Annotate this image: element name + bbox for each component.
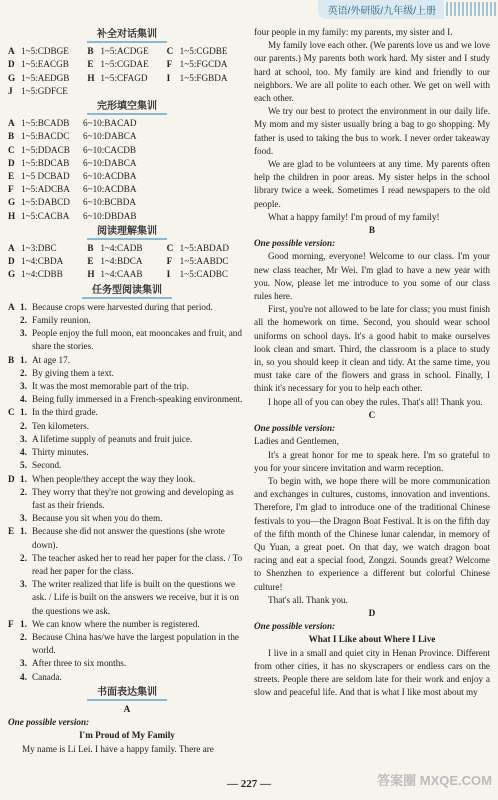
task-answer-number: 2.: [20, 420, 27, 431]
task-answer-key: [8, 631, 20, 657]
answer-row: [8, 268, 246, 281]
task-answer-text: In the third grade.: [32, 407, 98, 418]
task-answer-text: By giving them a text.: [32, 367, 114, 378]
writing-b-version: One possible version:: [254, 238, 336, 249]
answer-value: 6~10:DABCA: [83, 157, 137, 168]
dialogue-answers: [8, 45, 246, 98]
writing-d-version: One possible version:: [254, 621, 336, 632]
task-answer-key: [8, 459, 20, 472]
task-answer-item: [8, 433, 246, 446]
task-answer-key: [8, 578, 20, 618]
answer-key: B: [8, 131, 15, 142]
answer-row: [8, 117, 246, 130]
task-answer-text: They worry that they're not growing and developing as fast as their friends.: [32, 486, 234, 510]
answer-value: 1~5:CDBGE: [21, 46, 69, 57]
answer-key: F: [166, 256, 173, 267]
task-answer-item: [8, 486, 246, 512]
answer-cell: [8, 268, 87, 281]
answer-value: 1~5:ABDAD: [179, 243, 230, 254]
writing-c-label: C: [368, 409, 376, 420]
answer-row: [8, 183, 246, 196]
task-answer-item: [8, 525, 246, 551]
task-answer-text: Canada.: [32, 671, 62, 682]
writing-c-para-1: It's a great honor for me to speak here. I'm so grateful to you for your sincere invitation and warm reception.: [254, 449, 490, 473]
answer-value: 6~10:DABCA: [83, 131, 137, 142]
answer-value: 1~5:EACGB: [21, 59, 69, 70]
task-answer-key: B: [8, 354, 15, 365]
task-answer-item: [8, 671, 246, 684]
task-answer-number: 1.: [20, 354, 27, 365]
task-answer-number: 3.: [20, 328, 27, 339]
answer-key: I: [166, 72, 171, 83]
task-answer-item: [8, 327, 246, 353]
answer-value: 1~4:CBDA: [21, 256, 64, 267]
answer-value: 1~5:ACDGE: [100, 46, 149, 57]
task-answer-key: A: [8, 301, 15, 312]
task-answer-key: [8, 433, 20, 446]
answer-cell: [87, 242, 166, 255]
answer-value: 6~10:DBDAB: [83, 210, 137, 221]
task-answer-key: [8, 367, 20, 380]
answer-row: [8, 72, 246, 85]
answer-row: [8, 85, 246, 98]
answer-value: 6~10:ACDBA: [83, 184, 137, 195]
task-answer-key: [8, 446, 20, 459]
answer-value: 1~5:FGBDA: [179, 72, 228, 83]
task-answer-key: F: [8, 618, 14, 629]
answer-key: C: [8, 144, 15, 155]
writing-a-continued: four people in my family: my parents, my sister and I.: [254, 27, 453, 37]
answer-cell: [87, 45, 166, 58]
writing-a-para-4: What a happy family! I'm proud of my family!: [268, 211, 440, 222]
task-answer-number: 2.: [20, 367, 27, 378]
answer-value: 1~5:DDACB: [21, 144, 70, 155]
answer-value: 1~5:BDCAB: [21, 157, 70, 168]
task-answer-key: [8, 314, 20, 327]
task-answer-text: Because crops were harvested during that period.: [32, 301, 213, 312]
answer-cell: [167, 268, 246, 281]
answer-key: C: [166, 243, 174, 254]
task-answer-number: 5.: [20, 460, 27, 471]
task-answer-text: Because she did not answer the questions (she wrote down).: [32, 526, 225, 550]
task-answer-text: Thirty minutes.: [32, 447, 89, 458]
task-answer-key: [8, 393, 20, 406]
task-answer-key: [8, 512, 20, 525]
task-answer-number: 4.: [20, 394, 27, 405]
task-answer-text: We can know where the number is registered.: [32, 618, 200, 629]
answer-cell: [167, 255, 246, 268]
header-stripe: [446, 2, 498, 16]
answer-cell: [8, 72, 87, 85]
task-answer-item: [8, 301, 246, 314]
reading-answers: [8, 242, 246, 282]
answer-cell: [167, 242, 246, 255]
cloze-answers: [8, 117, 246, 223]
answer-value: 1~5:CFAGD: [100, 72, 148, 83]
task-answer-number: 1.: [20, 473, 27, 484]
section-title-reading: 阅读理解集训: [8, 225, 246, 240]
task-answer-text: Because China has/we have the largest population in the world.: [32, 631, 240, 656]
task-answer-text: Family reunion.: [32, 315, 91, 326]
writing-a-start: My name is Li Lei. I have a happy family. There are: [22, 743, 214, 754]
task-answer-item: [8, 657, 246, 670]
task-answer-item: [8, 473, 246, 486]
task-answer-number: 3.: [20, 381, 27, 392]
answer-row: [8, 242, 246, 255]
answer-value: 1~4:CDBB: [21, 269, 63, 280]
section-title-cloze: 完形填空集训: [8, 100, 246, 115]
answer-key: C: [166, 46, 174, 57]
task-answer-item: [8, 367, 246, 380]
writing-a-label: A: [123, 703, 131, 714]
answer-row: [8, 58, 246, 71]
answer-key: E: [87, 59, 94, 70]
answer-key: D: [8, 157, 15, 168]
answer-cell: [167, 72, 246, 85]
writing-a-para-3: We are glad to be volunteers at any time. My parents often help the children in poor areas. My sister helps in the school library twice a week. Sometimes I read newspapers to the old people.: [254, 159, 490, 209]
task-answer-number: 1.: [20, 301, 27, 312]
answer-value: 1~5:AABDC: [179, 256, 229, 267]
answer-value: 6~10:BCBDA: [83, 197, 136, 208]
writing-d-title: What I Like about Where I Live: [308, 634, 436, 645]
answer-value: 6~10:BACAD: [83, 118, 137, 129]
answer-key: E: [87, 256, 94, 267]
answer-cell: [87, 255, 166, 268]
answer-value: 1~4:CAAB: [100, 269, 143, 280]
section-title-task-reading: 任务型阅读集训: [8, 284, 246, 299]
task-answer-text: At age 17.: [32, 354, 71, 365]
task-answer-text: The teacher asked her to read her paper for the class. / To read her paper for the class.: [32, 552, 243, 576]
task-answer-item: [8, 578, 246, 618]
answer-cell: [8, 58, 87, 71]
left-column: [8, 26, 246, 756]
section-title-dialogue: 补全对话集训: [8, 28, 246, 43]
answer-row: [8, 45, 246, 58]
answer-key: I: [166, 269, 171, 280]
answer-value: 1~5:AEDGB: [21, 72, 70, 83]
answer-value: 1~5:BACDC: [21, 131, 70, 142]
answer-key: D: [8, 59, 15, 70]
answer-key: F: [166, 59, 173, 70]
task-answer-key: [8, 657, 20, 670]
task-answer-item: [8, 446, 246, 459]
task-answer-key: E: [8, 526, 15, 537]
answer-cell: [8, 45, 87, 58]
answer-cell: [8, 242, 87, 255]
task-answer-text: Being fully immersed in a French-speaking environment.: [32, 394, 243, 405]
answer-value: 1~4:BDCA: [100, 256, 143, 267]
running-header: [298, 0, 498, 18]
answer-key: E: [8, 171, 15, 182]
answer-value: 1~5:CGDAE: [100, 59, 149, 70]
answer-row: [8, 210, 246, 223]
task-answer-number: 2.: [20, 486, 27, 497]
answer-value: 1~5 DCBAD: [21, 171, 70, 182]
task-answer-number: 2.: [20, 552, 27, 563]
task-answer-text: It was the most memorable part of the trip.: [32, 381, 189, 392]
task-answer-key: [8, 380, 20, 393]
task-answer-number: 3.: [20, 433, 27, 444]
answer-key: D: [8, 256, 15, 267]
answer-value: 6~10:ACDBA: [83, 171, 137, 182]
writing-c-version: One possible version:: [254, 423, 336, 434]
header-label: 英语/外研版/九年级/上册: [318, 0, 444, 19]
task-answer-text: People enjoy the full moon, eat mooncakes and fruit, and share the stories.: [32, 328, 242, 352]
answer-key: H: [8, 210, 16, 221]
answer-value: 6~10:CACDB: [83, 144, 136, 155]
answer-cell: [87, 268, 166, 281]
task-answer-item: [8, 314, 246, 327]
writing-b-para-1: Good morning, everyone! Welcome to our class. I'm your new class teacher, Mr Wei. I'm glad to have a new year with you. Now, please let me introduce to you some of our class rules here.: [254, 251, 490, 302]
task-answer-item: [8, 631, 246, 657]
answer-key: B: [87, 46, 94, 57]
task-answer-key: [8, 486, 20, 512]
task-answer-text: Ten kilometers.: [32, 420, 90, 431]
right-column: [254, 26, 490, 699]
writing-a-para-2: We try our best to protect the environment in our daily life. My mom and my sister usually bring a bag to go shopping. My father is used to taking the bus to work. I never order takeaway food.: [254, 106, 490, 156]
task-answer-number: 4.: [20, 671, 27, 682]
task-answer-key: D: [8, 473, 15, 484]
task-answer-item: [8, 552, 246, 578]
task-answer-number: 3.: [20, 658, 27, 669]
task-answer-item: [8, 354, 246, 367]
answer-value: 1~5:CACBA: [21, 210, 70, 221]
task-answer-item: [8, 420, 246, 433]
answer-key: G: [8, 269, 16, 280]
task-answer-number: 2.: [20, 315, 27, 326]
writing-a-para-1: My family love each other. (We parents love us and we love our parents.) My parents both work hard. My sister and I study hard at school, too. My family are kind and friendly to our neighbors. We are all polite to each other. We get on well with each other.: [254, 40, 490, 104]
answer-cell: [167, 45, 246, 58]
answer-value: 1~4:CADB: [100, 243, 143, 254]
answer-value: 1~5:DABCD: [21, 197, 70, 208]
writing-c-para-2: To begin with, we hope there will be more communication and exchanges in cultures, customs, innovation and inventions. Therefore, I'm glad to introduce one of the traditional Chinese festivals to you—the Dragon Boat Festival. It is on the fifth day of the fifth month of the Chinese lunar calendar, in memory of Qu Yuan, a great poet. On that day, we watch dragon boat racing and eat a special food, Zongzi. Sounds great? Welcome to Shenzhen to experience a different but colorful Chinese culture!: [254, 475, 490, 592]
answer-cell: [87, 72, 166, 85]
answer-key: F: [8, 184, 14, 195]
task-answer-item: [8, 406, 246, 419]
answer-cell: [8, 255, 87, 268]
task-answer-text: Because you sit when you do them.: [32, 513, 163, 524]
answer-value: 1~5:GDFCE: [21, 85, 68, 96]
task-answer-key: [8, 552, 20, 578]
page-number: — 227 —: [227, 778, 271, 790]
answer-key: G: [8, 72, 16, 83]
watermark: 答案圈 MXQE.COM: [377, 773, 492, 788]
task-answer-number: 1.: [20, 618, 27, 629]
answer-row: [8, 144, 246, 157]
answer-row: [8, 196, 246, 209]
answer-cell: [8, 85, 88, 98]
task-answer-key: [8, 420, 20, 433]
task-answer-number: 1.: [20, 526, 27, 537]
answer-key: A: [8, 118, 15, 129]
answer-row: [8, 170, 246, 183]
writing-c-greeting: Ladies and Gentlemen,: [254, 436, 339, 447]
writing-a-version: One possible version:: [8, 717, 90, 728]
task-answer-key: [8, 327, 20, 353]
answer-key: B: [87, 243, 94, 254]
task-answer-key: [8, 671, 20, 684]
task-answer-number: 4.: [20, 447, 27, 458]
answer-value: 1~3:DBC: [21, 243, 57, 254]
answer-value: 1~5:BCADB: [21, 118, 70, 129]
task-answer-item: [8, 459, 246, 472]
answer-key: A: [8, 46, 15, 57]
answer-key: A: [8, 243, 15, 254]
answer-row: [8, 157, 246, 170]
answer-cell: [87, 58, 166, 71]
answer-key: J: [8, 85, 13, 96]
task-answer-text: The writer realized that life is built on the questions we ask. / Life is built on the answers we receive, but it is on the questions we ask.: [32, 579, 239, 616]
answer-row: [8, 130, 246, 143]
task-answer-number: 3.: [20, 579, 27, 590]
task-answer-number: 2.: [20, 631, 27, 642]
section-title-writing: 书面表达集训: [8, 686, 246, 701]
answer-cell: [167, 58, 246, 71]
answer-row: [8, 255, 246, 268]
task-reading-answers: [8, 301, 246, 684]
task-answer-key: C: [8, 407, 15, 418]
task-answer-text: A lifetime supply of peanuts and fruit juice.: [32, 433, 193, 444]
answer-key: H: [87, 269, 95, 280]
writing-d-para: I live in a small and quiet city in Henan Province. Different from other cities, it has no skyscrapers or endless cars on the streets. People there are seldom late for their work and enjoy a slow and peaceful life. And that is what I like most about my: [254, 647, 490, 698]
task-answer-item: [8, 393, 246, 406]
answer-key: G: [8, 197, 16, 208]
answer-value: 1~5:FGCDA: [179, 59, 228, 70]
task-answer-text: Second.: [32, 460, 62, 471]
answer-value: 1~5:CADBC: [179, 269, 229, 280]
task-answer-item: [8, 512, 246, 525]
writing-b-para-2: First, you're not allowed to be late for class; you must finish all the homework on time. Second, you should wear school uniforms on school days. It's a good habit to make ourselves look clean and smart. Third, the classroom is a place to study in, so you should keep it clean and tidy. At the same time, you must take care of the flowers and grass in school. Finally, I think it's necessary for you to help each other.: [254, 304, 490, 394]
answer-key: H: [87, 72, 95, 83]
writing-c-para-3: That's all. Thank you.: [268, 594, 348, 605]
writing-b-para-3: I hope all of you can obey the rules. That's all! Thank you.: [268, 396, 483, 407]
answer-value: 1~5:ADCBA: [21, 184, 70, 195]
task-answer-item: [8, 380, 246, 393]
writing-d-label: D: [368, 607, 376, 618]
task-answer-number: 3.: [20, 513, 27, 524]
task-answer-item: [8, 618, 246, 631]
task-answer-text: When people/they accept the way they look.: [32, 473, 196, 484]
writing-b-label: B: [368, 225, 376, 236]
answer-value: 1~5:CGDBE: [179, 46, 228, 57]
task-answer-number: 1.: [20, 407, 27, 418]
task-answer-text: After three to six months.: [32, 658, 127, 669]
writing-a-title: I'm Proud of My Family: [79, 730, 175, 741]
